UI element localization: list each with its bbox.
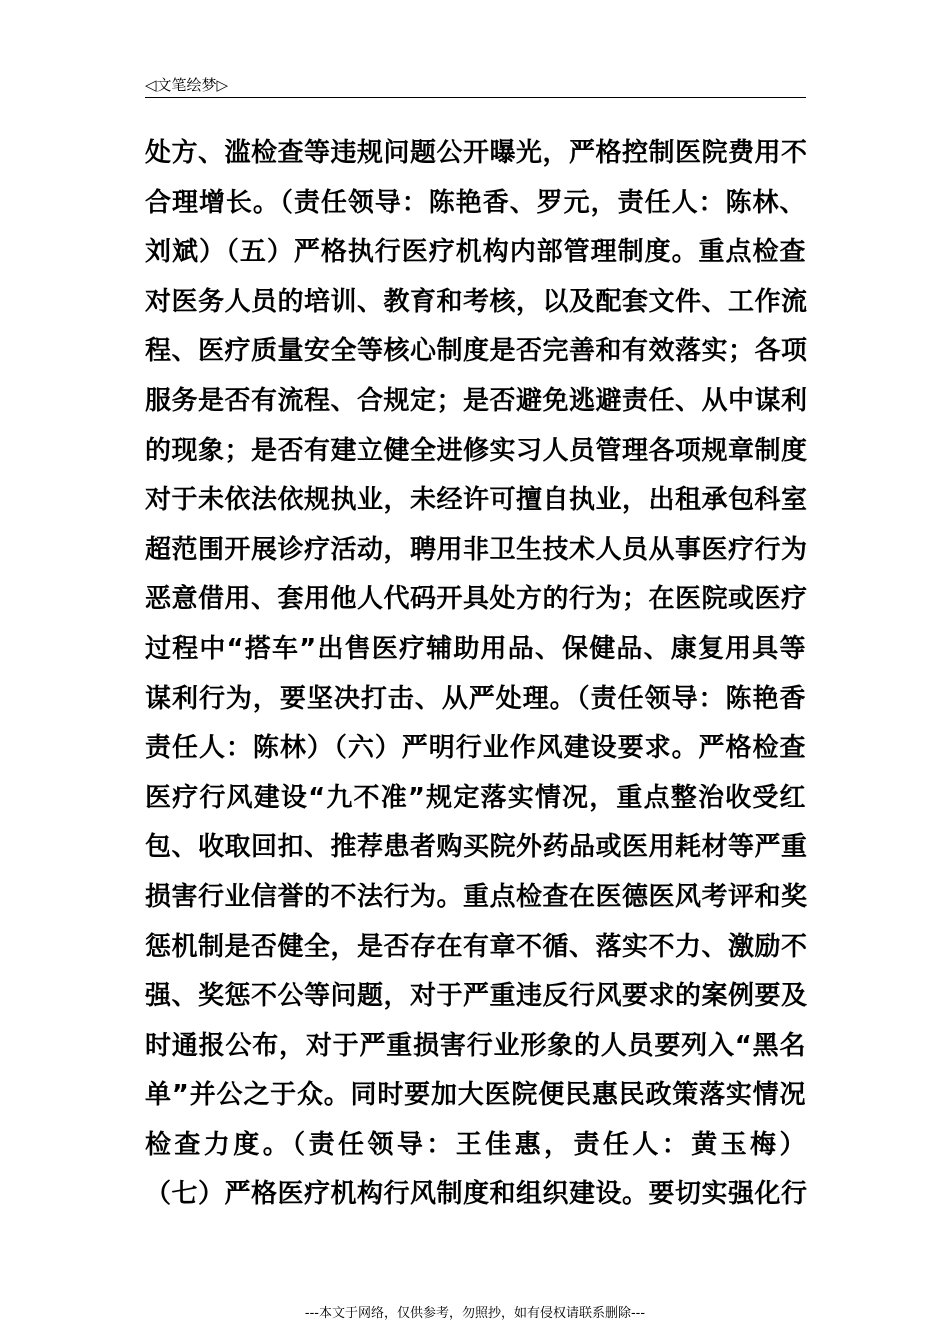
document-body: [145, 129, 806, 1220]
page-header: ◁文笔绘梦▷: [145, 76, 229, 94]
text-line: 的现象；是否有建立健全进修实习人员管理各项规章制度: [145, 435, 808, 466]
text-line: 过程中“搭车”出售医疗辅助用品、保健品、康复用具等: [145, 633, 806, 664]
text-line: 处方、滥检查等违规问题公开曝光，严格控制医院费用不: [145, 138, 808, 168]
text-line: 惩机制是否健全，是否存在有章不循、落实不力、激励不: [145, 931, 808, 962]
text-line: 合理增长。（责任领导：陈艳香、罗元，责任人：陈林、: [145, 187, 806, 218]
text-line: 单”并公之于众。同时要加大医院便民惠民政策落实情况: [145, 1080, 806, 1111]
text-line: 恶意借用、套用他人代码开具处方的行为；在医院或医疗: [145, 584, 808, 615]
text-line: 检查力度。（责任领导：王佳惠，责任人：黄玉梅）: [145, 1129, 806, 1160]
text-line: 时通报公布，对于严重损害行业形象的人员要列入“黑名: [145, 1030, 806, 1061]
header-divider: [145, 97, 806, 98]
text-line: 医疗行风建设“九不准”规定落实情况，重点整治收受红: [145, 782, 806, 813]
text-line: 包、收取回扣、推荐患者购买院外药品或医用耗材等严重: [145, 832, 808, 863]
text-line: 对于未依法依规执业，未经许可擅自执业，出租承包科室: [145, 485, 808, 516]
text-line: 对医务人员的培训、教育和考核，以及配套文件、工作流: [145, 286, 808, 317]
text-line: 刘斌）（五）严格执行医疗机构内部管理制度。重点检查: [145, 237, 806, 268]
text-line: 超范围开展诊疗活动，聘用非卫生技术人员从事医疗行为: [145, 534, 808, 565]
text-line: 强、奖惩不公等问题，对于严重违反行风要求的案例要及: [145, 981, 808, 1012]
page-footer: ---本文于网络，仅供参考，勿照抄，如有侵权请联系删除---: [304, 1306, 646, 1321]
text-line: 谋利行为，要坚决打击、从严处理。（责任领导：陈艳香: [145, 683, 806, 714]
text-line: 责任人：陈林）（六）严明行业作风建设要求。严格检查: [145, 733, 806, 764]
text-line: （七）严格医疗机构行风制度和组织建设。要切实强化行: [145, 1179, 808, 1210]
text-line: 程、医疗质量安全等核心制度是否完善和有效落实；各项: [145, 336, 808, 367]
text-line: 损害行业信誉的不法行为。重点检查在医德医风考评和奖: [145, 881, 808, 912]
text-line: 服务是否有流程、合规定；是否避免逃避责任、从中谋利: [145, 385, 808, 416]
